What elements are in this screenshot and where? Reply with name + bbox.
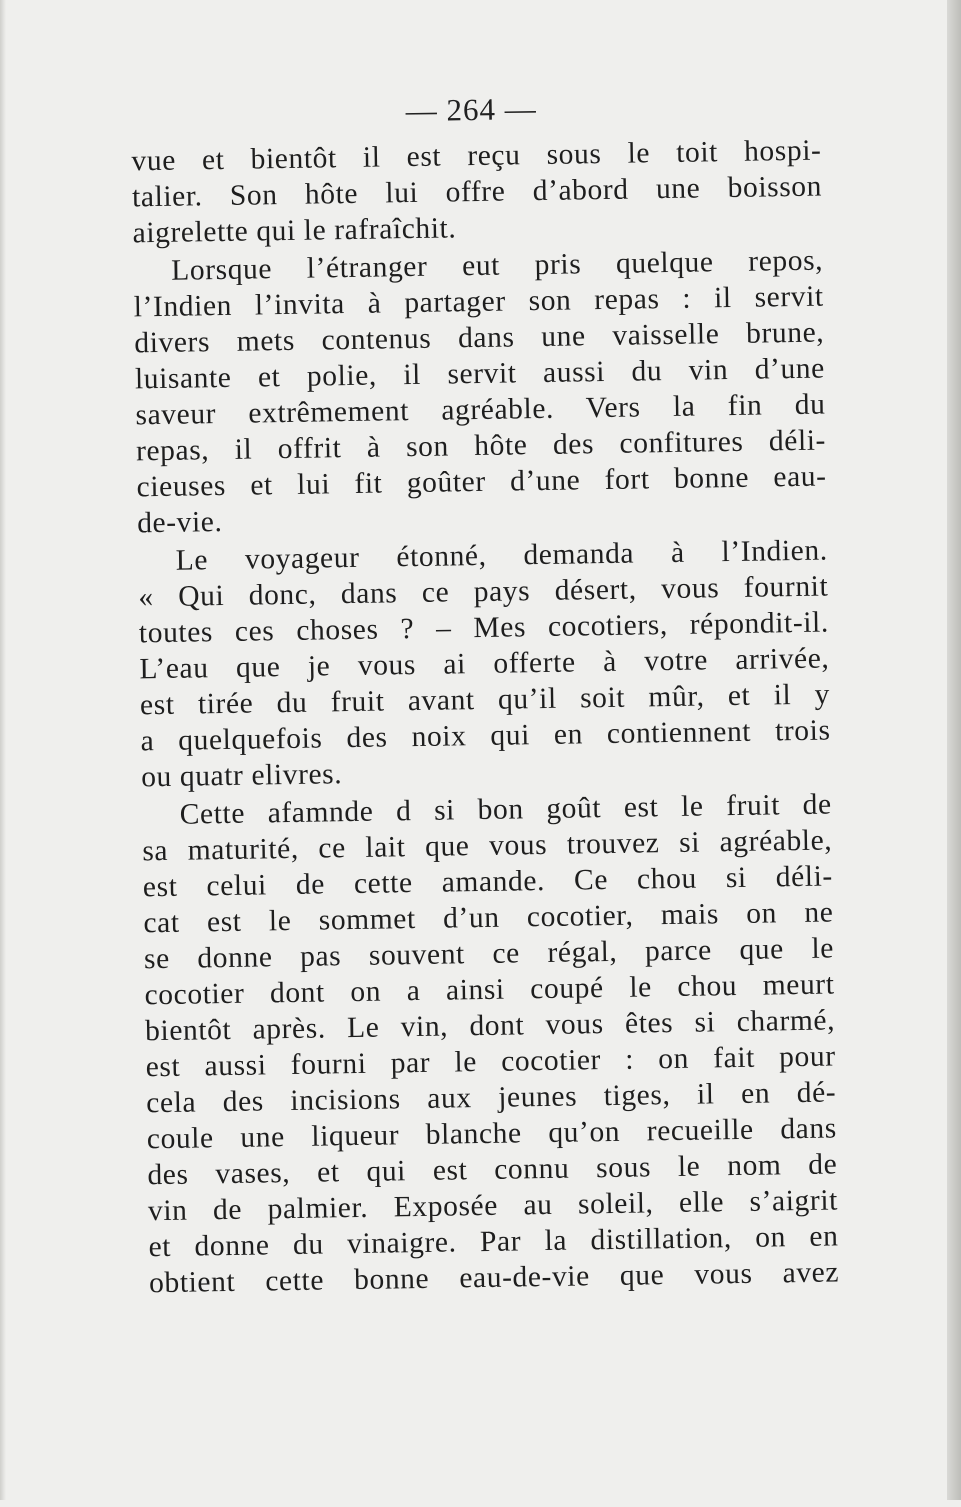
- text-line: L’eau que je vous ai offerte à votre arrivée,: [139, 642, 830, 686]
- text-line: cela des incisions aux jeunes tiges, il en dé-: [146, 1076, 837, 1120]
- text-line: coule une liqueur blanche qu’on recueille dans: [146, 1112, 838, 1156]
- text-line: de-vie.: [136, 506, 223, 540]
- page-number: — 264 —: [405, 91, 537, 129]
- text-line: des vases, et qui est connu sous le nom de: [147, 1148, 838, 1192]
- text-line: est aussi fourni par le cocotier : on fait pour: [145, 1040, 836, 1084]
- text-line: l’Indien l’invita à partager son repas : il servit: [133, 280, 824, 324]
- text-line: Le voyageur étonné, demanda à l’Indien.: [175, 534, 828, 577]
- text-line: ou quatr elivres.: [140, 758, 343, 794]
- text-line: a quelquefois des noix qui en contiennent trois: [140, 714, 831, 758]
- text-line: bientôt après. Le vin, dont vous êtes si charmé,: [144, 1004, 836, 1048]
- text-line: divers mets contenus dans une vaisselle brune,: [134, 316, 825, 360]
- text-line: Cette afamnde d si bon goût est le fruit de: [179, 788, 832, 831]
- text-line: talier. Son hôte lui offre d’abord une boisson: [131, 170, 823, 214]
- text-line: « Qui donc, dans ce pays désert, vous fournit: [138, 570, 829, 614]
- text-line: vue et bientôt il est reçu sous le toit hospi-: [131, 134, 822, 178]
- text-line: vin de palmier. Exposée au soleil, elle s’aigrit: [147, 1184, 839, 1228]
- text-line: et donne du vinaigre. Par la distillation, on en: [148, 1220, 839, 1264]
- text-line: saveur extrêmement agréable. Vers la fin du: [135, 388, 826, 432]
- text-line: cieuses et lui fit goûter d’une fort bonne eau-: [136, 460, 827, 504]
- text-line: toutes ces choses ? – Mes cocotiers, répondit-il.: [138, 606, 830, 650]
- text-line: Lorsque l’étranger eut pris quelque repos,: [170, 244, 824, 287]
- text-line: est tirée du fruit avant qu’il soit mûr, et il y: [139, 678, 831, 722]
- text-line: cat est le sommet d’un cocotier, mais on ne: [143, 896, 834, 940]
- text-line: sa maturité, ce lait que vous trouvez si agréable,: [142, 824, 833, 868]
- text-line: obtient cette bonne eau-de-vie que vous avez: [148, 1256, 840, 1300]
- text-line: aigrelette qui le rafraîchit.: [132, 212, 457, 250]
- text-line: est celui de cette amande. Ce chou si déli-: [142, 860, 834, 904]
- text-line: repas, il offrit à son hôte des confitures déli-: [135, 424, 827, 468]
- body-text: [131, 133, 839, 1302]
- text-line: se donne pas souvent ce régal, parce que le: [143, 932, 835, 976]
- text-line: cocotier dont on a ainsi coupé le chou meurt: [144, 968, 835, 1012]
- text-line: luisante et polie, il servit aussi du vin d’une: [134, 352, 826, 396]
